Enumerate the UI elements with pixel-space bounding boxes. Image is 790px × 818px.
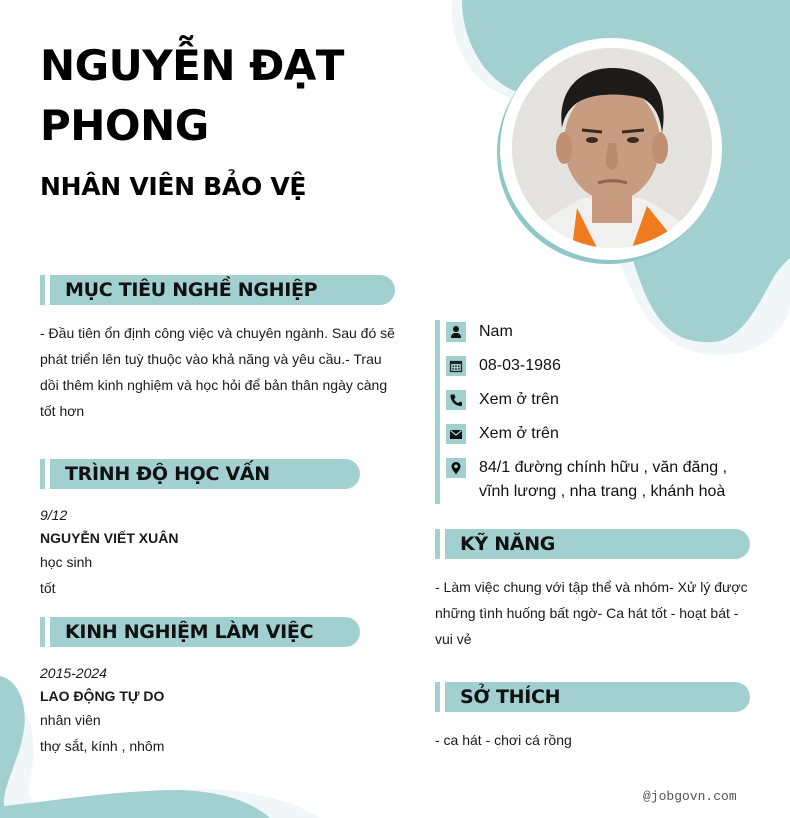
personal-info bbox=[435, 320, 755, 504]
section-title: KINH NGHIỆM LÀM VIỆC bbox=[50, 617, 360, 647]
section-header-skills bbox=[435, 529, 750, 559]
info-address bbox=[446, 456, 755, 504]
phone-icon bbox=[446, 390, 466, 410]
info-text: 84/1 đường chính hữu , văn đăng , vĩnh lương , nha trang , khánh hoà bbox=[479, 459, 728, 500]
section-header-hobbies bbox=[435, 682, 750, 712]
info-text: Xem ở trên bbox=[479, 425, 559, 442]
objective-text: - Đầu tiên ổn định công việc và chuyên ngành. Sau đó sẽ phát triển lên tuỳ thuộc vào khả năng và yêu cầu.- Trau dồi thêm kinh nghiệm và học hỏi để bản thân ngày càng tốt hơn bbox=[40, 325, 395, 419]
section-accent-bar bbox=[435, 529, 440, 559]
info-birthdate bbox=[446, 354, 755, 378]
education-school: NGUYỄN VIẾT XUÂN bbox=[40, 530, 179, 546]
skills-text: - Làm việc chung với tập thể và nhóm- Xử lý được những tình huống bất ngờ- Ca hát tốt - hoạt bát - vui vẻ bbox=[435, 579, 748, 647]
section-header-objective bbox=[40, 275, 395, 305]
section-accent-bar bbox=[40, 459, 45, 489]
info-phone bbox=[446, 388, 755, 412]
education-desc: tốt bbox=[40, 580, 56, 596]
candidate-name: NGUYỄN ĐẠT PHONG bbox=[40, 41, 344, 150]
location-pin-icon bbox=[446, 458, 466, 478]
education-entry bbox=[40, 503, 178, 601]
watermark: @jobgovn.com bbox=[643, 789, 737, 804]
info-gender bbox=[446, 320, 755, 344]
avatar bbox=[512, 48, 712, 248]
section-title: MỤC TIÊU NGHỀ NGHIỆP bbox=[50, 275, 395, 305]
section-accent-bar bbox=[40, 275, 45, 305]
profile-photo bbox=[512, 48, 712, 248]
experience-company: LAO ĐỘNG TỰ DO bbox=[40, 688, 165, 704]
section-accent-bar bbox=[40, 617, 45, 647]
info-text: Xem ở trên bbox=[479, 391, 559, 408]
education-date: 9/12 bbox=[40, 507, 68, 523]
section-title: KỸ NĂNG bbox=[445, 529, 750, 559]
person-icon bbox=[446, 322, 466, 342]
section-header-education bbox=[40, 459, 360, 489]
experience-role: nhân viên bbox=[40, 712, 101, 728]
section-accent-bar bbox=[435, 682, 440, 712]
section-title: SỞ THÍCH bbox=[445, 682, 750, 712]
avatar-frame bbox=[500, 38, 722, 260]
experience-date: 2015-2024 bbox=[40, 665, 107, 681]
experience-desc: thợ sắt, kính , nhôm bbox=[40, 738, 165, 754]
section-title: TRÌNH ĐỘ HỌC VẤN bbox=[50, 459, 360, 489]
education-role: học sinh bbox=[40, 554, 93, 570]
job-title: NHÂN VIÊN BẢO VỆ bbox=[40, 172, 307, 201]
calendar-icon bbox=[446, 356, 466, 376]
hobbies-text: - ca hát - chơi cá rồng bbox=[435, 732, 572, 748]
info-text: 08-03-1986 bbox=[479, 357, 561, 374]
mail-icon bbox=[446, 424, 466, 444]
info-text: Nam bbox=[479, 323, 513, 340]
experience-entry bbox=[40, 661, 164, 759]
info-email bbox=[446, 422, 755, 446]
section-header-experience bbox=[40, 617, 360, 647]
